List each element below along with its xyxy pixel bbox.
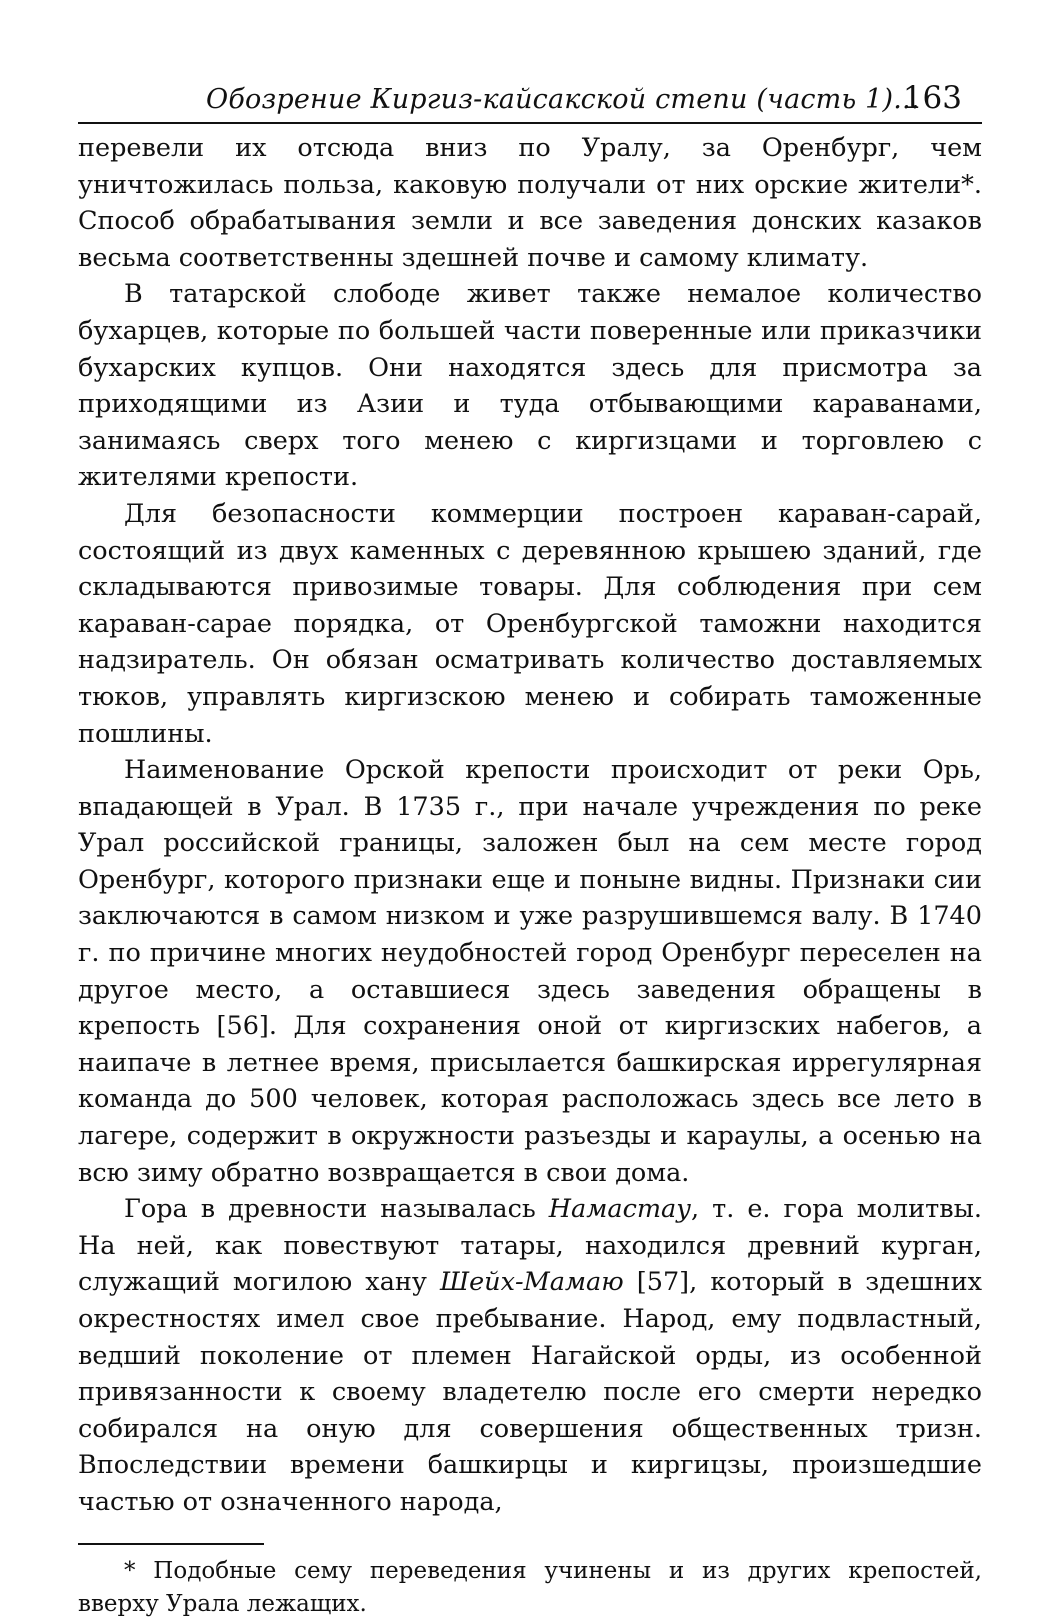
paragraph-4: Наименование Орской крепости происходит от реки Орь, впадающей в Урал. В 1735 г., при начале учреждения по реке Урал российской границы, заложен был на сем месте город Оренбург, которого признаки еще и поныне видны. Признаки сии заключаются в самом низком и уже разрушившемся валу. В 1740 г. по причине многих неудобностей город Оренбург переселен на другое место, а оставшиеся здесь заведения обращены в крепость [56]. Для сохранения оной от киргизских набегов, а наипаче в летнее время, присылается башкирская иррегулярная команда до 500 человек, которая расположась здесь все лето в лагере, содержит в окружности разъезды и караулы, а осенью на всю зиму обратно возвращается в свои дома. <box>78 755 982 1188</box>
paragraph-3: Для безопасности коммерции построен караван-сарай, состоящий из двух каменных с деревянною крышею зданий, где складываются привозимые товары. Для соблюдения при сем караван-сарае порядка, от Оренбургской таможни находится надзиратель. Он обязан осматривать количество доставляемых тюков, управлять киргизскою менею и собирать таможенные пошлины. <box>78 498 982 749</box>
paragraph-5-text-after: [57], который в здешних окрестностях имел свое пребывание. Народ, ему подвластный, ведший поколение от племен Нагайской орды, из особенной привязанности к своему владетелю после его смерти нередко собирался на оную для совершения общественных тризн. Впоследствии времени башкирцы и киргицзы, произшедшие частью от означенного народа, <box>78 1267 982 1517</box>
page-number: 163 <box>902 80 962 116</box>
book-page <box>78 78 982 1617</box>
footnote-divider <box>78 1543 264 1545</box>
running-title: Обозрение Киргиз-кайсакской степи (часть 1)... <box>206 84 920 115</box>
paragraph-2: В татарской слободе живет также немалое количество бухарцев, которые по большей части поверенные или приказчики бухарских купцов. Они находятся здесь для присмотра за приходящими из Азии и туда отбывающими караванами, занимаясь сверх того менею с киргизцами и торговлею с жителями крепости. <box>78 279 982 493</box>
paragraph-5-text-before: Гора в древности называлась <box>124 1194 549 1225</box>
body-text <box>78 130 982 1521</box>
italic-term-sheikh-mamai: Шейх-Мамаю <box>439 1267 624 1298</box>
paragraph-1: перевели их отсюда вниз по Уралу, за Оренбург, чем уничтожилась польза, каковую получали от них орские жители*. Способ обрабатывания земли и все заведения донских казаков весьма соответственны здешней почве и самому климату. <box>78 133 982 273</box>
paragraph-5 <box>78 1191 982 1520</box>
running-header <box>78 78 982 124</box>
footnote: * Подобные сему переведения учинены и из других крепостей, вверху Урала лежащих. <box>78 1557 982 1617</box>
paragraph-5-text-middle: , т. е. гора молитвы. На ней, как повествуют татары, находился древний курган, служащий могилою хану <box>78 1194 982 1298</box>
italic-term-namastau: Намастау <box>548 1194 692 1225</box>
